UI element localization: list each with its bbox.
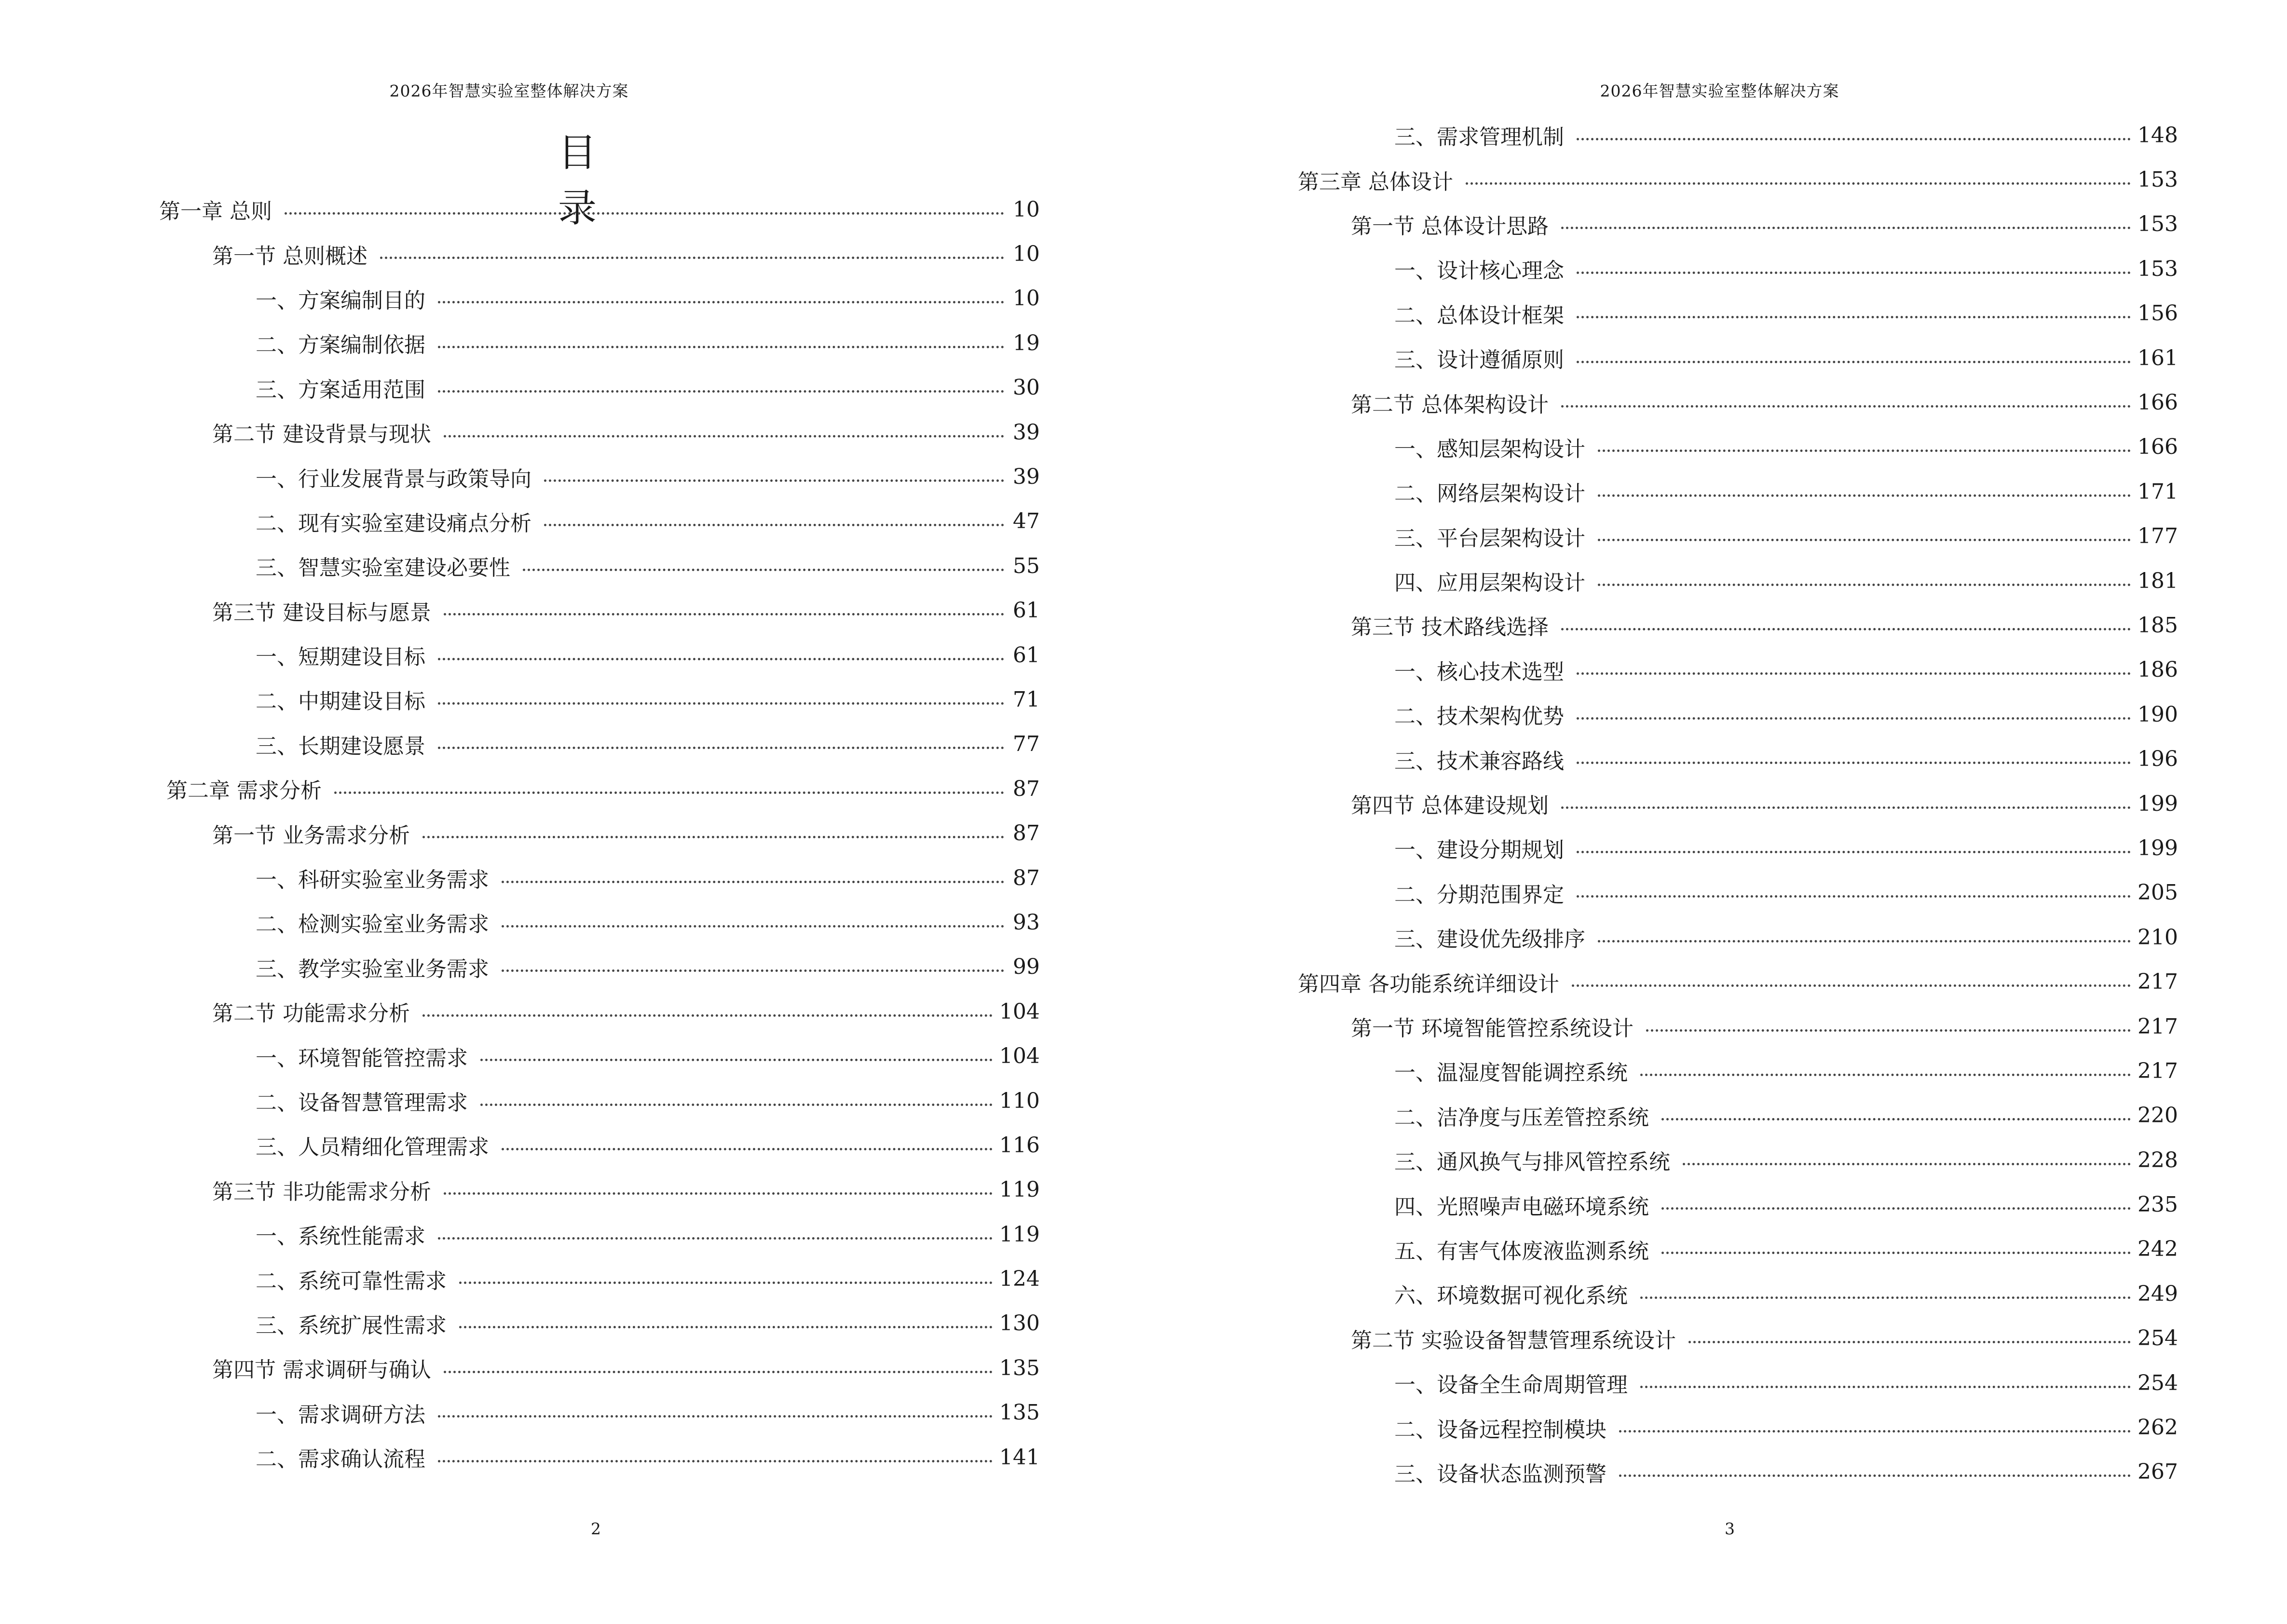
dot-leader <box>1577 851 2131 853</box>
dot-leader <box>1598 450 2131 452</box>
toc-entry-page: 104 <box>999 1044 1040 1069</box>
toc-entry-label: 四、光照噪声电磁环境系统 <box>1394 1194 1649 1219</box>
toc-entry[interactable] <box>159 633 1040 677</box>
toc-entry-label: 三、人员精细化管理需求 <box>256 1135 489 1160</box>
dot-leader <box>502 881 1004 883</box>
toc-entry[interactable] <box>1298 514 2178 559</box>
toc-entry[interactable] <box>1298 915 2178 959</box>
toc-entry-page: 181 <box>2137 568 2178 593</box>
toc-entry-page: 124 <box>999 1267 1040 1292</box>
toc-entry[interactable] <box>1298 425 2178 469</box>
toc-entry[interactable] <box>159 410 1040 454</box>
toc-entry[interactable] <box>1298 113 2178 157</box>
toc-entry-label: 三、智慧实验室建设必要性 <box>256 556 510 581</box>
toc-entry[interactable] <box>159 588 1040 633</box>
toc-entry-label: 三、设备状态监测预警 <box>1394 1461 1606 1487</box>
toc-entry-page: 148 <box>2137 123 2178 148</box>
dot-leader <box>1598 539 2131 541</box>
toc-entry-label: 第四节 需求调研与确认 <box>212 1358 431 1383</box>
toc-entry-page: 87 <box>1013 865 1040 890</box>
toc-entry-page: 235 <box>2137 1192 2178 1217</box>
toc-entry-label: 一、环境智能管控需求 <box>256 1046 468 1071</box>
toc-entry[interactable] <box>1298 1405 2178 1449</box>
dot-leader <box>1577 316 2131 318</box>
toc-entry[interactable] <box>1298 246 2178 291</box>
dot-leader <box>422 836 1004 838</box>
toc-entry[interactable] <box>1298 781 2178 826</box>
dot-leader <box>1598 584 2131 586</box>
dot-leader <box>1661 1118 2131 1120</box>
toc-entry-label: 一、设计核心理念 <box>1394 259 1564 284</box>
toc-entry-page: 141 <box>999 1445 1040 1470</box>
toc-entry-label: 一、系统性能需求 <box>256 1224 425 1249</box>
toc-entry-label: 第四章 各功能系统详细设计 <box>1298 971 1559 996</box>
toc-entry-page: 166 <box>2137 435 2178 460</box>
toc-entry-page: 30 <box>1013 375 1040 400</box>
toc-entry-page: 87 <box>1013 776 1040 801</box>
toc-entry[interactable] <box>159 1123 1040 1167</box>
dot-leader <box>502 925 1004 928</box>
toc-entry-label: 三、通风换气与排风管控系统 <box>1394 1150 1670 1175</box>
dot-leader <box>438 346 1004 348</box>
toc-list <box>159 187 1040 1479</box>
toc-entry[interactable] <box>159 454 1040 499</box>
dot-leader <box>438 747 1004 749</box>
toc-title: 目 录 <box>558 130 614 231</box>
toc-entry-page: 242 <box>2137 1237 2178 1262</box>
toc-entry-page: 177 <box>2137 524 2178 549</box>
toc-entry-label: 一、建设分期规划 <box>1394 838 1564 863</box>
toc-entry-page: 55 <box>1013 553 1040 578</box>
toc-entry-label: 第三节 非功能需求分析 <box>212 1179 431 1204</box>
toc-entry-label: 第三节 技术路线选择 <box>1351 615 1549 640</box>
toc-entry-page: 217 <box>2137 1014 2178 1039</box>
dot-leader <box>1577 272 2131 274</box>
toc-entry-page: 249 <box>2137 1281 2178 1306</box>
dot-leader <box>1619 1430 2131 1433</box>
toc-entry[interactable] <box>159 1301 1040 1346</box>
toc-entry[interactable] <box>159 1391 1040 1435</box>
toc-entry[interactable] <box>159 1078 1040 1123</box>
toc-entry-label: 第一节 业务需求分析 <box>212 823 410 848</box>
toc-entry-label: 一、温湿度智能调控系统 <box>1394 1061 1628 1086</box>
toc-entry[interactable] <box>1298 1138 2178 1182</box>
toc-entry[interactable] <box>1298 1182 2178 1227</box>
dot-leader <box>422 1014 993 1017</box>
toc-entry-page: 19 <box>1013 330 1040 355</box>
toc-entry[interactable] <box>159 1346 1040 1390</box>
toc-entry-page: 47 <box>1013 509 1040 534</box>
toc-entry-page: 61 <box>1013 598 1040 623</box>
toc-entry-page: 119 <box>999 1177 1040 1202</box>
toc-entry[interactable] <box>159 366 1040 410</box>
dot-leader <box>1577 762 2131 764</box>
toc-entry[interactable] <box>1298 157 2178 202</box>
toc-entry-page: 10 <box>1013 197 1040 222</box>
toc-entry[interactable] <box>1298 1049 2178 1093</box>
toc-entry-page: 93 <box>1013 910 1040 935</box>
dot-leader <box>380 257 1004 259</box>
toc-entry[interactable] <box>159 276 1040 321</box>
toc-entry-label: 第一节 总则概述 <box>212 244 368 269</box>
toc-entry-label: 五、有害气体废液监测系统 <box>1394 1239 1649 1264</box>
toc-entry-page: 39 <box>1013 464 1040 490</box>
toc-entry-page: 61 <box>1013 642 1040 668</box>
dot-leader <box>544 524 1004 526</box>
toc-entry-label: 二、洁净度与压差管控系统 <box>1394 1105 1649 1130</box>
toc-entry-page: 135 <box>999 1355 1040 1380</box>
toc-entry-page: 10 <box>1013 286 1040 311</box>
toc-entry-label: 二、网络层架构设计 <box>1394 481 1585 506</box>
toc-entry-label: 一、科研实验室业务需求 <box>256 868 489 893</box>
toc-entry-page: 190 <box>2137 702 2178 727</box>
toc-entry-page: 87 <box>1013 821 1040 846</box>
toc-entry-label: 一、感知层架构设计 <box>1394 437 1585 462</box>
dot-leader <box>285 212 1004 215</box>
toc-entry-page: 217 <box>2137 1058 2178 1083</box>
dot-leader <box>334 792 1004 794</box>
toc-entry[interactable] <box>159 766 1040 811</box>
toc-entry-page: 254 <box>2137 1370 2178 1395</box>
toc-entry-label: 三、平台层架构设计 <box>1394 526 1585 551</box>
toc-entry-label: 一、短期建设目标 <box>256 645 425 670</box>
toc-list <box>1298 113 2178 1494</box>
toc-entry-label: 二、设备远程控制模块 <box>1394 1417 1606 1442</box>
toc-entry[interactable] <box>1298 1316 2178 1361</box>
dot-leader <box>1640 1074 2131 1076</box>
toc-entry-label: 三、需求管理机制 <box>1394 125 1564 150</box>
toc-entry[interactable] <box>1298 380 2178 424</box>
toc-entry-label: 三、设计遵循原则 <box>1394 348 1564 373</box>
dot-leader <box>1598 940 2131 942</box>
dot-leader <box>459 1282 993 1284</box>
dot-leader <box>1646 1029 2131 1032</box>
toc-entry-page: 104 <box>999 999 1040 1024</box>
toc-entry[interactable] <box>159 1168 1040 1212</box>
toc-entry-label: 二、技术架构优势 <box>1394 704 1564 729</box>
toc-entry-label: 二、系统可靠性需求 <box>256 1269 447 1294</box>
toc-entry-label: 第一章 总则 <box>159 199 272 224</box>
toc-entry-page: 196 <box>2137 747 2178 772</box>
toc-entry[interactable] <box>1298 1450 2178 1494</box>
toc-entry[interactable] <box>159 1034 1040 1078</box>
dot-leader <box>444 1371 993 1373</box>
toc-entry[interactable] <box>1298 871 2178 915</box>
toc-entry[interactable] <box>1298 1093 2178 1138</box>
toc-entry[interactable] <box>1298 202 2178 246</box>
toc-entry[interactable] <box>1298 291 2178 336</box>
toc-entry[interactable] <box>159 499 1040 544</box>
toc-entry-label: 二、检测实验室业务需求 <box>256 912 489 937</box>
toc-entry[interactable] <box>159 544 1040 588</box>
toc-entry-label: 六、环境数据可视化系统 <box>1394 1283 1628 1309</box>
dot-leader <box>1577 361 2131 363</box>
dot-leader <box>480 1059 993 1061</box>
dot-leader <box>1572 984 2131 987</box>
toc-entry-label: 四、应用层架构设计 <box>1394 571 1585 596</box>
dot-leader <box>1661 1252 2131 1254</box>
dot-leader <box>502 1148 993 1150</box>
toc-entry-page: 161 <box>2137 345 2178 370</box>
dot-leader <box>1561 227 2131 229</box>
toc-entry-page: 110 <box>999 1088 1040 1113</box>
toc-entry-page: 228 <box>2137 1147 2178 1173</box>
dot-leader <box>438 1415 993 1418</box>
toc-entry-page: 185 <box>2137 613 2178 638</box>
toc-entry[interactable] <box>159 677 1040 722</box>
toc-entry-page: 210 <box>2137 925 2178 950</box>
toc-entry-label: 二、分期范围界定 <box>1394 882 1564 907</box>
toc-entry[interactable] <box>1298 692 2178 737</box>
toc-entry-label: 三、长期建设愿景 <box>256 734 425 759</box>
running-header: 2026年智慧实验室整体解决方案 <box>1600 82 1839 100</box>
dot-leader <box>1661 1207 2131 1210</box>
toc-entry[interactable] <box>1298 1361 2178 1405</box>
toc-entry[interactable] <box>159 321 1040 365</box>
toc-entry[interactable] <box>1298 559 2178 603</box>
toc-entry-page: 220 <box>2137 1103 2178 1128</box>
toc-entry-label: 三、方案适用范围 <box>256 377 425 402</box>
toc-entry[interactable] <box>1298 648 2178 692</box>
dot-leader <box>544 479 1004 482</box>
dot-leader <box>523 569 1004 571</box>
dot-leader <box>444 613 1004 615</box>
toc-entry-page: 205 <box>2137 880 2178 905</box>
dot-leader <box>1577 672 2131 675</box>
toc-entry-page: 262 <box>2137 1415 2178 1440</box>
toc-entry-label: 第一节 总体设计思路 <box>1351 214 1549 239</box>
toc-entry-label: 一、方案编制目的 <box>256 288 425 313</box>
toc-entry-page: 119 <box>999 1222 1040 1247</box>
dot-leader <box>438 301 1004 303</box>
toc-entry-page: 186 <box>2137 657 2178 682</box>
dot-leader <box>444 1192 993 1195</box>
toc-entry-page: 199 <box>2137 835 2178 860</box>
toc-entry-label: 二、现有实验室建设痛点分析 <box>256 511 531 536</box>
toc-entry-page: 171 <box>2137 479 2178 504</box>
toc-entry-label: 三、建设优先级排序 <box>1394 927 1585 952</box>
toc-entry-label: 一、设备全生命周期管理 <box>1394 1373 1628 1398</box>
toc-entry[interactable] <box>1298 603 2178 647</box>
toc-entry-page: 199 <box>2137 791 2178 816</box>
toc-entry[interactable] <box>1298 737 2178 781</box>
toc-entry[interactable] <box>159 1212 1040 1256</box>
toc-entry-label: 二、设备智慧管理需求 <box>256 1091 468 1115</box>
dot-leader <box>1577 138 2131 140</box>
toc-entry-page: 39 <box>1013 420 1040 445</box>
toc-entry-label: 二、方案编制依据 <box>256 333 425 358</box>
toc-entry-label: 一、核心技术选型 <box>1394 659 1564 684</box>
toc-entry-page: 99 <box>1013 955 1040 980</box>
toc-entry[interactable] <box>1298 1227 2178 1271</box>
dot-leader <box>1561 628 2131 630</box>
toc-entry-label: 二、总体设计框架 <box>1394 303 1564 328</box>
dot-leader <box>1577 717 2131 720</box>
toc-entry-page: 153 <box>2137 212 2178 237</box>
dot-leader <box>1640 1296 2131 1299</box>
toc-entry-page: 135 <box>999 1400 1040 1425</box>
toc-entry[interactable] <box>159 989 1040 1034</box>
dot-leader <box>459 1326 993 1328</box>
dot-leader <box>1466 182 2131 185</box>
toc-entry[interactable] <box>1298 336 2178 380</box>
toc-entry-label: 第二章 需求分析 <box>166 778 322 804</box>
dot-leader <box>1640 1386 2131 1388</box>
toc-entry-page: 156 <box>2137 301 2178 326</box>
right-page <box>1144 0 2287 1624</box>
toc-entry-page: 77 <box>1013 732 1040 757</box>
toc-entry-label: 二、需求确认流程 <box>256 1447 425 1472</box>
toc-entry[interactable] <box>1298 1004 2178 1049</box>
toc-entry[interactable] <box>159 945 1040 989</box>
toc-entry[interactable] <box>159 811 1040 855</box>
toc-entry[interactable] <box>1298 959 2178 1004</box>
dot-leader <box>502 969 1004 972</box>
dot-leader <box>1619 1474 2131 1477</box>
toc-entry-label: 第四节 总体建设规划 <box>1351 793 1549 819</box>
toc-entry-label: 第二节 总体架构设计 <box>1351 392 1549 417</box>
dot-leader <box>438 1237 993 1240</box>
dot-leader <box>438 1460 993 1462</box>
dot-leader <box>444 435 1004 437</box>
toc-entry[interactable] <box>1298 469 2178 514</box>
toc-entry-page: 116 <box>999 1133 1040 1158</box>
toc-entry-label: 第一节 环境智能管控系统设计 <box>1351 1016 1634 1041</box>
toc-entry[interactable] <box>159 1435 1040 1479</box>
toc-entry-page: 166 <box>2137 390 2178 415</box>
toc-entry-page: 153 <box>2137 256 2178 281</box>
toc-entry[interactable] <box>159 900 1040 944</box>
toc-entry-page: 153 <box>2137 167 2178 192</box>
dot-leader <box>438 390 1004 393</box>
toc-entry[interactable] <box>159 1256 1040 1301</box>
toc-entry-page: 130 <box>999 1311 1040 1336</box>
page-number: 3 <box>1725 1519 1735 1538</box>
toc-entry-label: 第三章 总体设计 <box>1298 169 1453 194</box>
toc-entry-label: 第二节 功能需求分析 <box>212 1001 410 1026</box>
toc-entry-label: 三、技术兼容路线 <box>1394 749 1564 774</box>
toc-entry-label: 二、中期建设目标 <box>256 689 425 714</box>
dot-leader <box>1561 405 2131 408</box>
toc-entry-label: 第二节 建设背景与现状 <box>212 422 431 447</box>
toc-entry-page: 254 <box>2137 1326 2178 1351</box>
toc-entry-label: 一、需求调研方法 <box>256 1402 425 1427</box>
dot-leader <box>1577 895 2131 898</box>
dot-leader <box>1683 1163 2131 1165</box>
toc-entry-page: 217 <box>2137 969 2178 995</box>
toc-entry[interactable] <box>159 722 1040 766</box>
toc-entry[interactable] <box>159 232 1040 276</box>
toc-entry[interactable] <box>1298 1271 2178 1316</box>
toc-entry[interactable] <box>159 856 1040 900</box>
page-number: 2 <box>591 1519 601 1538</box>
dot-leader <box>480 1104 993 1106</box>
toc-entry-label: 一、行业发展背景与政策导向 <box>256 466 531 491</box>
dot-leader <box>1598 494 2131 497</box>
toc-entry-label: 三、教学实验室业务需求 <box>256 956 489 982</box>
toc-entry-label: 第二节 实验设备智慧管理系统设计 <box>1351 1328 1676 1353</box>
dot-leader <box>438 658 1004 660</box>
running-header: 2026年智慧实验室整体解决方案 <box>389 82 629 100</box>
dot-leader <box>1561 806 2131 809</box>
toc-entry-page: 10 <box>1013 242 1040 267</box>
toc-entry-label: 第三节 建设目标与愿景 <box>212 600 431 625</box>
dot-leader <box>1688 1341 2131 1343</box>
dot-leader <box>438 702 1004 705</box>
toc-entry-page: 267 <box>2137 1460 2178 1485</box>
toc-entry-label: 三、系统扩展性需求 <box>256 1313 447 1338</box>
toc-entry[interactable] <box>159 187 1040 232</box>
toc-entry-page: 71 <box>1013 687 1040 712</box>
toc-entry[interactable] <box>1298 826 2178 870</box>
